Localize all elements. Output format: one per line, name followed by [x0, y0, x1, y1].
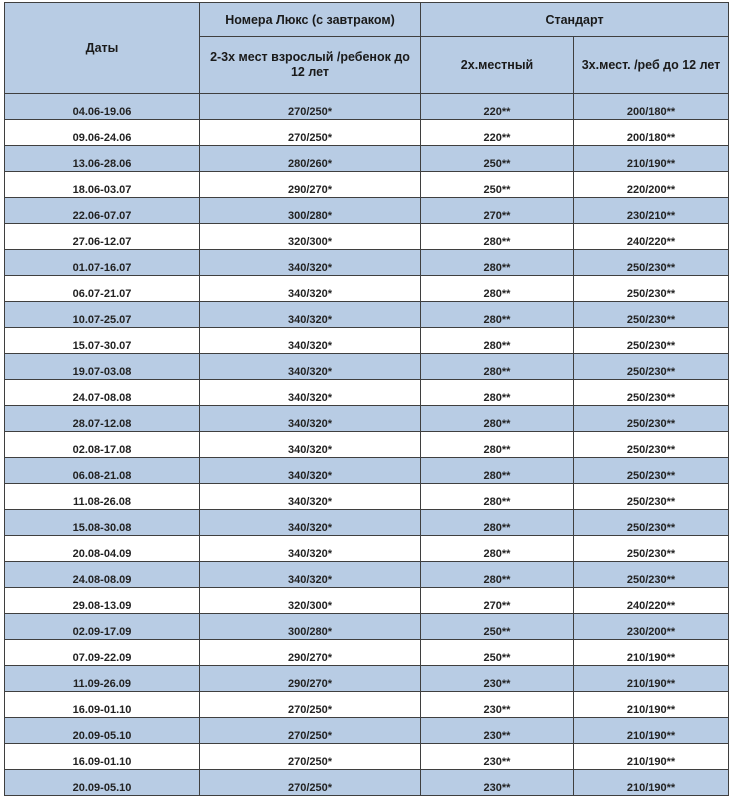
std-triple-price-cell: 220/200** — [574, 172, 729, 198]
std-double-price-cell: 280** — [421, 432, 574, 458]
table-row — [5, 770, 729, 796]
lux-price-cell: 340/320* — [200, 536, 421, 562]
std-triple-price-cell: 210/190** — [574, 692, 729, 718]
lux-price-cell: 340/320* — [200, 380, 421, 406]
table-row — [5, 562, 729, 588]
lux-price-cell: 340/320* — [200, 354, 421, 380]
date-range-cell: 20.08-04.09 — [5, 536, 200, 562]
lux-price-cell: 340/320* — [200, 510, 421, 536]
std-double-price-cell: 250** — [421, 640, 574, 666]
std-double-price-cell: 250** — [421, 146, 574, 172]
std-double-price-cell: 230** — [421, 666, 574, 692]
table-row — [5, 640, 729, 666]
std-double-price-cell: 230** — [421, 692, 574, 718]
std-triple-price-cell: 250/230** — [574, 250, 729, 276]
dates-column-header: Даты — [5, 3, 200, 94]
table-row — [5, 380, 729, 406]
table-body — [5, 94, 729, 796]
table-row — [5, 146, 729, 172]
lux-price-cell: 340/320* — [200, 328, 421, 354]
std-double-price-cell: 280** — [421, 484, 574, 510]
std-double-price-cell: 280** — [421, 406, 574, 432]
date-range-cell: 24.08-08.09 — [5, 562, 200, 588]
std-triple-price-cell: 210/190** — [574, 770, 729, 796]
std-triple-price-cell: 210/190** — [574, 718, 729, 744]
lux-price-cell: 320/300* — [200, 224, 421, 250]
lux-price-cell: 290/270* — [200, 172, 421, 198]
table-row — [5, 172, 729, 198]
std-double-price-cell: 280** — [421, 328, 574, 354]
table-row — [5, 484, 729, 510]
date-range-cell: 18.06-03.07 — [5, 172, 200, 198]
lux-price-cell: 340/320* — [200, 276, 421, 302]
lux-price-cell: 270/250* — [200, 692, 421, 718]
std-double-price-cell: 280** — [421, 354, 574, 380]
table-row — [5, 666, 729, 692]
std-double-price-cell: 230** — [421, 770, 574, 796]
std-triple-price-cell: 210/190** — [574, 744, 729, 770]
lux-price-cell: 290/270* — [200, 640, 421, 666]
lux-price-cell: 340/320* — [200, 406, 421, 432]
std-triple-price-cell: 230/210** — [574, 198, 729, 224]
lux-price-cell: 270/250* — [200, 120, 421, 146]
date-range-cell: 28.07-12.08 — [5, 406, 200, 432]
date-range-cell: 11.08-26.08 — [5, 484, 200, 510]
date-range-cell: 04.06-19.06 — [5, 94, 200, 120]
table-row — [5, 276, 729, 302]
date-range-cell: 15.08-30.08 — [5, 510, 200, 536]
std-double-price-cell: 280** — [421, 510, 574, 536]
table-row — [5, 224, 729, 250]
table-row — [5, 354, 729, 380]
std-triple-price-cell: 240/220** — [574, 224, 729, 250]
lux-price-cell: 270/250* — [200, 718, 421, 744]
std-double-price-cell: 250** — [421, 614, 574, 640]
std-triple-price-cell: 250/230** — [574, 302, 729, 328]
std-triple-price-cell: 250/230** — [574, 536, 729, 562]
std-triple-price-cell: 200/180** — [574, 120, 729, 146]
std-triple-price-cell: 210/190** — [574, 666, 729, 692]
date-range-cell: 06.08-21.08 — [5, 458, 200, 484]
std-triple-price-cell: 210/190** — [574, 640, 729, 666]
table-row — [5, 458, 729, 484]
std-double-price-cell: 280** — [421, 562, 574, 588]
lux-price-cell: 340/320* — [200, 432, 421, 458]
lux-price-cell: 340/320* — [200, 484, 421, 510]
std-double-price-cell: 280** — [421, 302, 574, 328]
std-triple-price-cell: 200/180** — [574, 94, 729, 120]
lux-price-cell: 270/250* — [200, 94, 421, 120]
std-double-price-cell: 270** — [421, 588, 574, 614]
std-double-price-cell: 250** — [421, 172, 574, 198]
table-row — [5, 510, 729, 536]
std-double-price-cell: 220** — [421, 94, 574, 120]
date-range-cell: 13.06-28.06 — [5, 146, 200, 172]
table-row — [5, 406, 729, 432]
table-row — [5, 198, 729, 224]
date-range-cell: 20.09-05.10 — [5, 770, 200, 796]
date-range-cell: 02.08-17.08 — [5, 432, 200, 458]
std-triple-price-cell: 250/230** — [574, 380, 729, 406]
lux-price-cell: 340/320* — [200, 250, 421, 276]
date-range-cell: 20.09-05.10 — [5, 718, 200, 744]
lux-price-cell: 300/280* — [200, 198, 421, 224]
date-range-cell: 07.09-22.09 — [5, 640, 200, 666]
lux-price-cell: 340/320* — [200, 458, 421, 484]
date-range-cell: 15.07-30.07 — [5, 328, 200, 354]
table-row — [5, 536, 729, 562]
lux-subcolumn-header: 2-3х мест взрослый /ребенок до 12 лет — [200, 37, 421, 94]
table-row — [5, 614, 729, 640]
lux-group-header: Номера Люкс (с завтраком) — [200, 3, 421, 37]
std-double-price-cell: 270** — [421, 198, 574, 224]
std-double-price-cell: 280** — [421, 536, 574, 562]
lux-price-cell: 340/320* — [200, 302, 421, 328]
date-range-cell: 02.09-17.09 — [5, 614, 200, 640]
date-range-cell: 29.08-13.09 — [5, 588, 200, 614]
date-range-cell: 01.07-16.07 — [5, 250, 200, 276]
header-row-groups — [5, 3, 729, 37]
date-range-cell: 22.06-07.07 — [5, 198, 200, 224]
std-double-price-cell: 280** — [421, 458, 574, 484]
table-header — [5, 3, 729, 94]
date-range-cell: 11.09-26.09 — [5, 666, 200, 692]
table-row — [5, 744, 729, 770]
std-double-price-cell: 280** — [421, 380, 574, 406]
std-double-price-cell: 280** — [421, 224, 574, 250]
lux-price-cell: 280/260* — [200, 146, 421, 172]
date-range-cell: 16.09-01.10 — [5, 744, 200, 770]
std-triple-price-cell: 210/190** — [574, 146, 729, 172]
std-double-column-header: 2х.местный — [421, 37, 574, 94]
date-range-cell: 06.07-21.07 — [5, 276, 200, 302]
price-table — [4, 2, 729, 796]
lux-price-cell: 270/250* — [200, 744, 421, 770]
lux-price-cell: 300/280* — [200, 614, 421, 640]
std-triple-price-cell: 250/230** — [574, 432, 729, 458]
std-double-price-cell: 230** — [421, 744, 574, 770]
std-triple-price-cell: 250/230** — [574, 354, 729, 380]
std-triple-price-cell: 250/230** — [574, 562, 729, 588]
date-range-cell: 27.06-12.07 — [5, 224, 200, 250]
date-range-cell: 09.06-24.06 — [5, 120, 200, 146]
standard-group-header: Стандарт — [421, 3, 729, 37]
table-row — [5, 432, 729, 458]
table-row — [5, 718, 729, 744]
std-double-price-cell: 280** — [421, 276, 574, 302]
std-double-price-cell: 230** — [421, 718, 574, 744]
table-row — [5, 588, 729, 614]
lux-price-cell: 320/300* — [200, 588, 421, 614]
std-triple-price-cell: 250/230** — [574, 328, 729, 354]
std-triple-price-cell: 230/200** — [574, 614, 729, 640]
std-triple-price-cell: 250/230** — [574, 276, 729, 302]
date-range-cell: 16.09-01.10 — [5, 692, 200, 718]
date-range-cell: 24.07-08.08 — [5, 380, 200, 406]
std-triple-price-cell: 250/230** — [574, 406, 729, 432]
table-row — [5, 94, 729, 120]
table-row — [5, 120, 729, 146]
table-row — [5, 250, 729, 276]
std-triple-price-cell: 250/230** — [574, 510, 729, 536]
table-row — [5, 302, 729, 328]
std-triple-price-cell: 250/230** — [574, 458, 729, 484]
table-row — [5, 328, 729, 354]
lux-price-cell: 290/270* — [200, 666, 421, 692]
std-double-price-cell: 280** — [421, 250, 574, 276]
date-range-cell: 10.07-25.07 — [5, 302, 200, 328]
lux-price-cell: 340/320* — [200, 562, 421, 588]
std-triple-price-cell: 250/230** — [574, 484, 729, 510]
date-range-cell: 19.07-03.08 — [5, 354, 200, 380]
std-double-price-cell: 220** — [421, 120, 574, 146]
table-row — [5, 692, 729, 718]
lux-price-cell: 270/250* — [200, 770, 421, 796]
std-triple-column-header: 3х.мест. /реб до 12 лет — [574, 37, 729, 94]
std-triple-price-cell: 240/220** — [574, 588, 729, 614]
